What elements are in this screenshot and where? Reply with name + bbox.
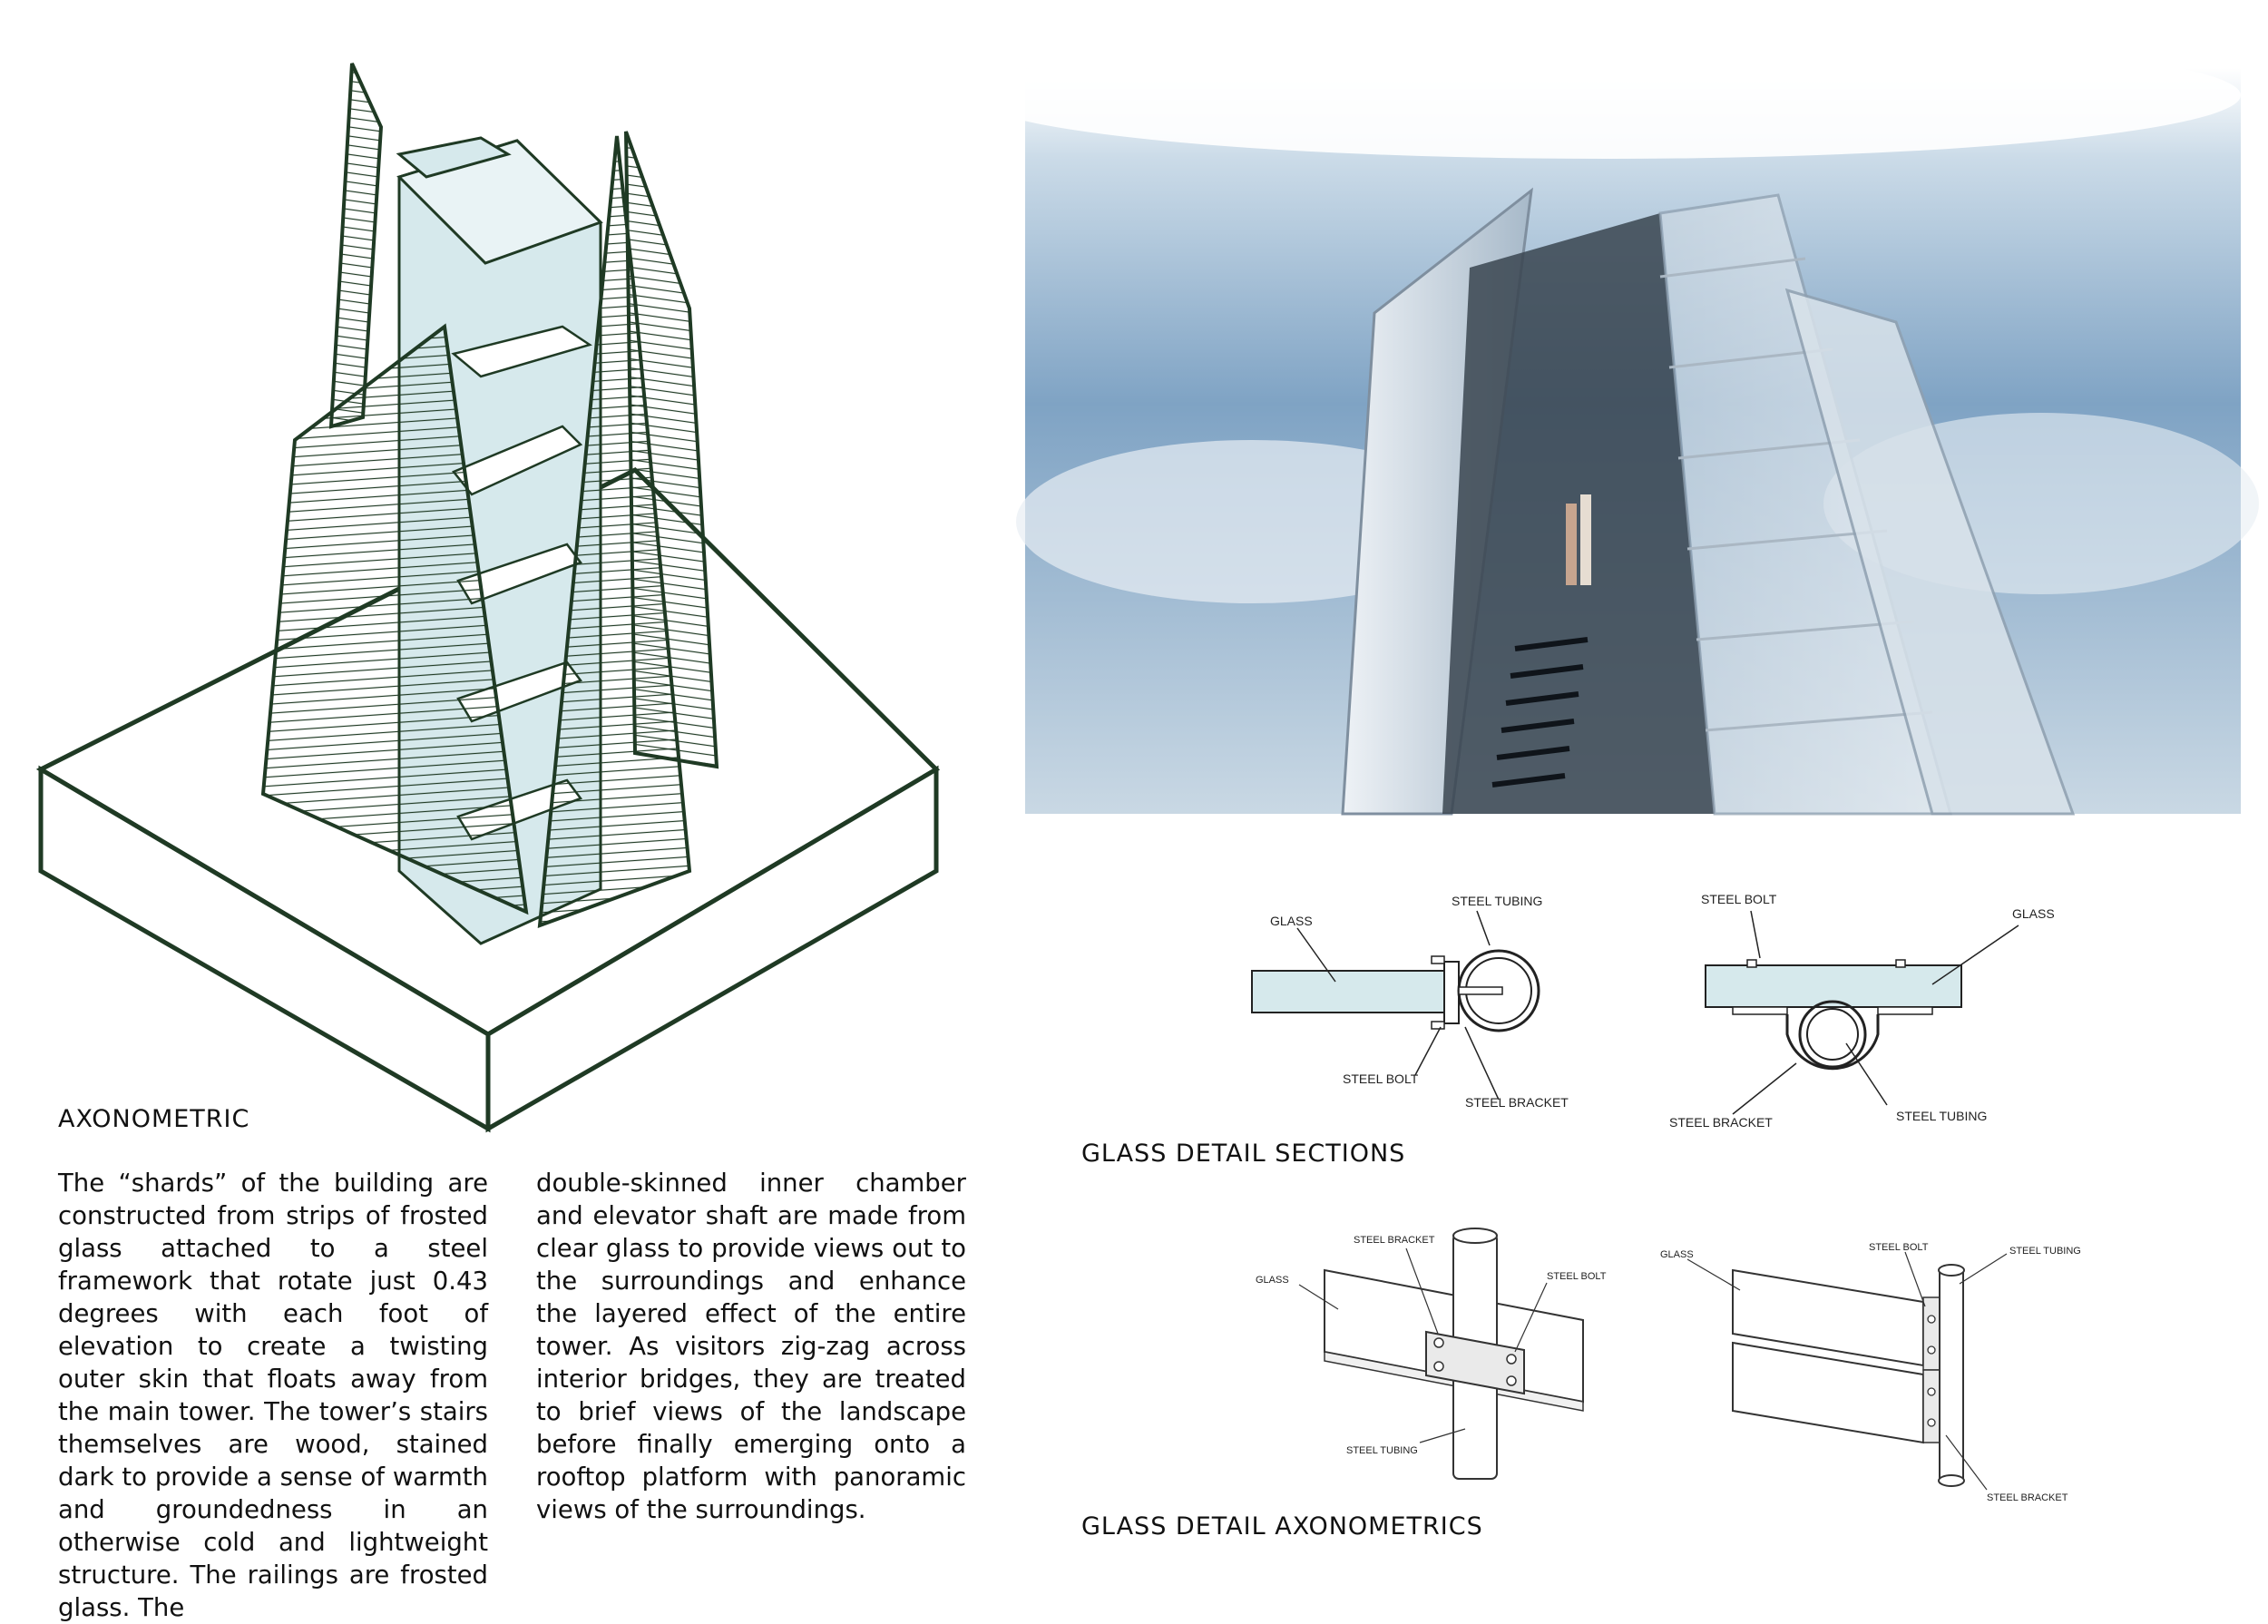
- label-steel-tubing: STEEL TUBING: [1452, 894, 1543, 908]
- shard-left-back: [331, 64, 381, 426]
- description-column-1: The “shards” of the building are constructed from strips of frosted glass attached to a steel framework that rotate just 0.43 degrees with each foot of elevation to create a twisting outer skin that floats away from the main tower. The tower’s stairs themselves are wood, stained dark to provide a sense of warmth and groundedness in an otherwise cold and lightweight structure. The railings are frosted glass. The: [58, 1169, 488, 1622]
- label-steel-bracket: STEEL BRACKET: [1354, 1235, 1435, 1246]
- glass-section-left: [1234, 862, 1597, 1134]
- description-column-2: double-skinned inner chamber and elevator shaft are made from clear glass to provide views out to the surroundings and enhance the layered effect of the entire tower. As visitors zig-zag across interior bridges, they are treated to brief views of the landscape before finally emerging onto a rooftop platform with panoramic views of the surroundings.: [536, 1169, 966, 1524]
- glass-detail-sections-heading: GLASS DETAIL SECTIONS: [1081, 1140, 1406, 1168]
- label-steel-bolt: STEEL BOLT: [1701, 892, 1777, 906]
- glass-axonometric-left: [1252, 1216, 1615, 1488]
- label-steel-bolt: STEEL BOLT: [1343, 1071, 1419, 1086]
- label-glass: GLASS: [1256, 1275, 1289, 1286]
- label-glass: GLASS: [1660, 1249, 1694, 1260]
- glass-axonometric-right: [1651, 1234, 2081, 1506]
- label-steel-bracket: STEEL BRACKET: [1987, 1492, 2068, 1503]
- label-glass: GLASS: [1270, 914, 1313, 928]
- label-steel-bracket: STEEL BRACKET: [1465, 1095, 1569, 1110]
- label-steel-bracket: STEEL BRACKET: [1669, 1115, 1773, 1130]
- axonometric-heading: AXONOMETRIC: [58, 1105, 250, 1133]
- label-steel-bolt: STEEL BOLT: [1869, 1242, 1929, 1253]
- tower-render-image: [1025, 68, 2241, 814]
- label-steel-tubing: STEEL TUBING: [1346, 1445, 1418, 1456]
- label-steel-bolt: STEEL BOLT: [1547, 1271, 1607, 1282]
- tower-axonometric-drawing: [0, 0, 980, 1143]
- label-glass: GLASS: [2012, 906, 2055, 921]
- glass-section-right: [1669, 871, 2059, 1143]
- label-steel-tubing: STEEL TUBING: [1896, 1109, 1988, 1123]
- glass-detail-axonometrics-heading: GLASS DETAIL AXONOMETRICS: [1081, 1512, 1483, 1541]
- label-steel-tubing: STEEL TUBING: [2009, 1246, 2081, 1257]
